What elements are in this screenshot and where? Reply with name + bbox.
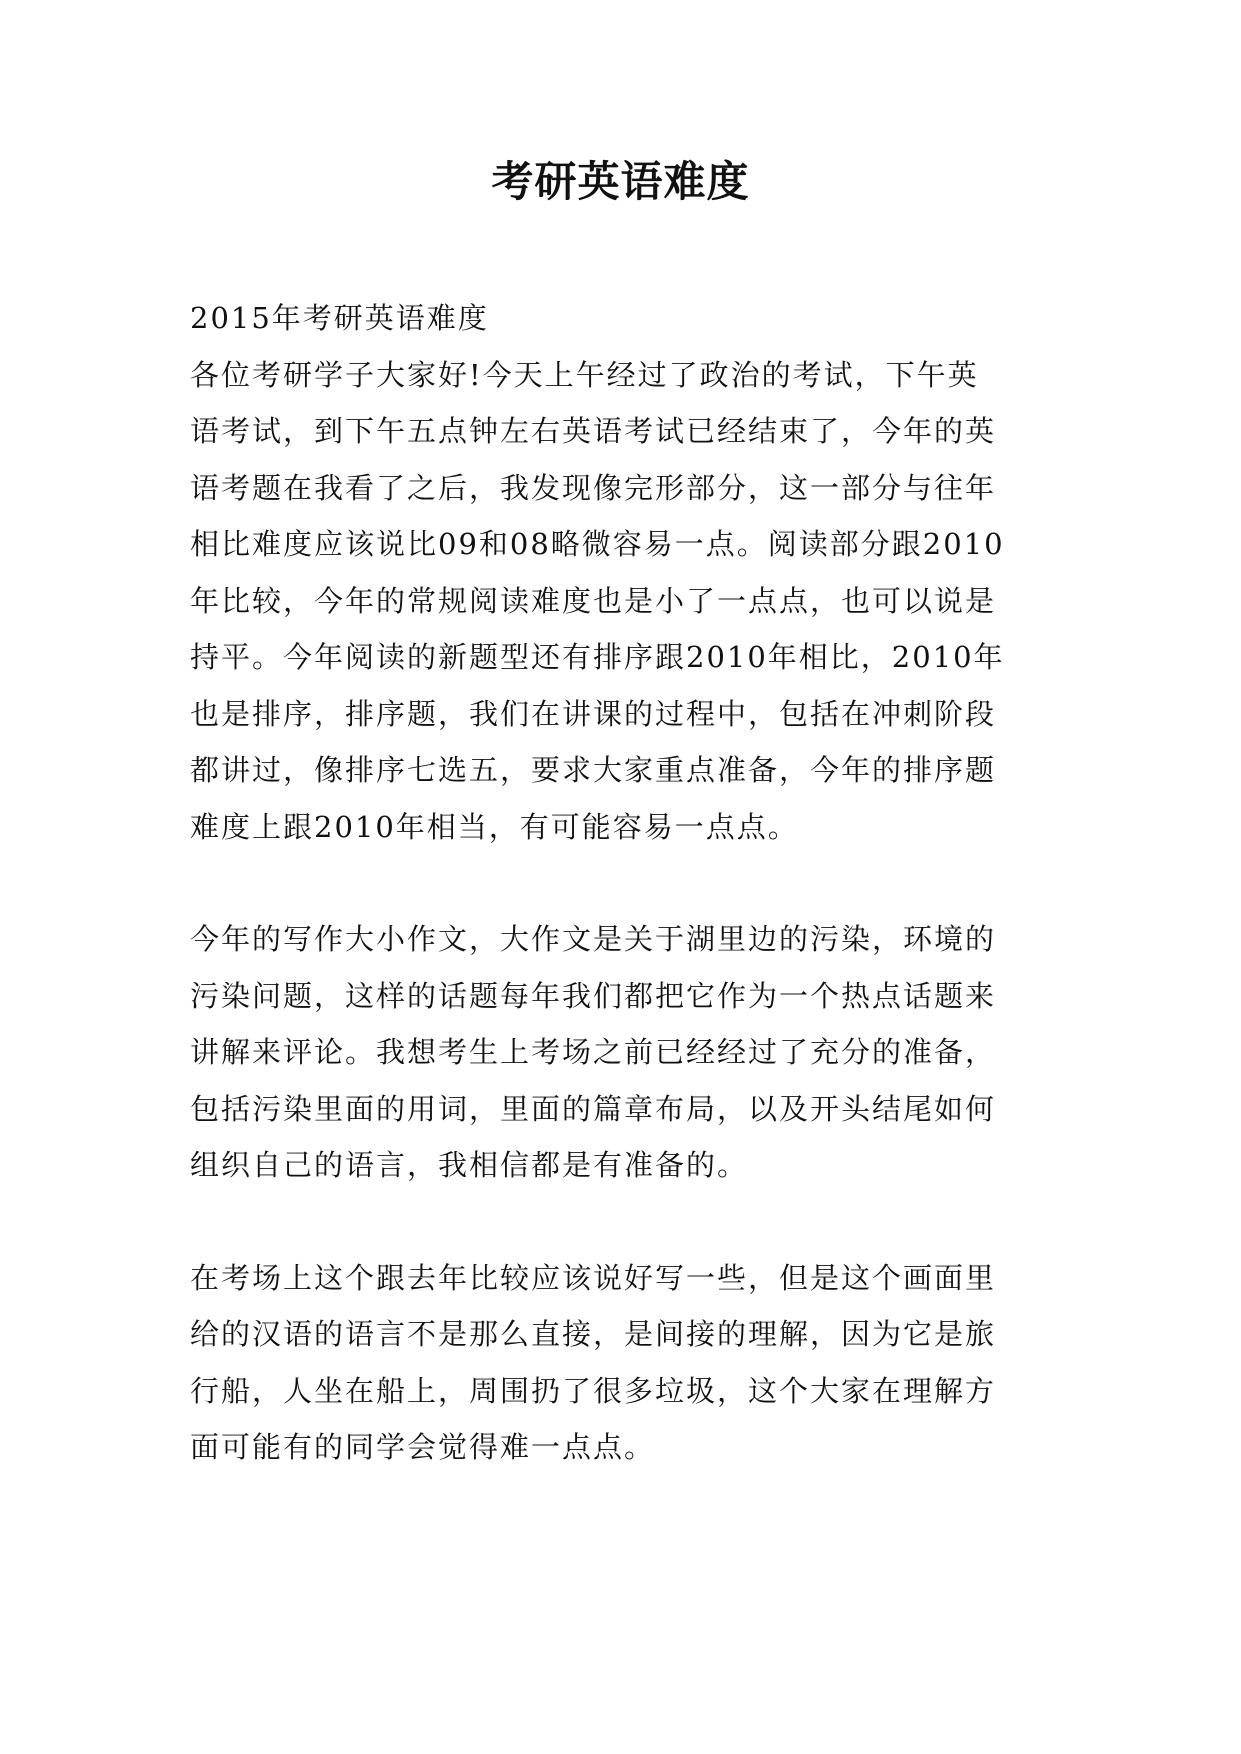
- paragraph-line: 各位考研学子大家好!今天上午经过了政治的考试，下午英: [190, 357, 979, 392]
- paragraph-line: 组织自己的语言，我相信都是有准备的。: [190, 1148, 749, 1182]
- paragraph-line: 污染问题，这样的话题每年我们都把它作为一个热点话题来: [190, 978, 997, 1013]
- paragraph-spacer: [190, 1194, 1070, 1250]
- document-title: 考研英语难度: [491, 157, 750, 206]
- paragraph-line: 难度上跟2010年相当，有可能容易一点点。: [190, 809, 799, 844]
- subtitle-line: [190, 290, 1070, 347]
- paragraph-line: 年比较，今年的常规阅读难度也是小了一点点，也可以说是: [190, 583, 997, 618]
- paragraph-line: 给的汉语的语言不是那么直接，是间接的理解，因为它是旅: [190, 1317, 997, 1351]
- paragraph-1: [190, 347, 1070, 856]
- paragraph-line: 相比难度应该说比09和08略微容易一点。阅读部分跟2010: [190, 527, 1005, 561]
- paragraph-2: [190, 911, 1070, 1194]
- paragraph-line: 今年的写作大小作文，大作文是关于湖里边的污染，环境的: [190, 922, 997, 956]
- paragraph-line: 在考场上这个跟去年比较应该说好写一些，但是这个画面里: [190, 1260, 997, 1295]
- paragraph-line: 行船，人坐在船上，周围扔了很多垃圾，这个大家在理解方: [190, 1373, 997, 1408]
- subtitle-text: 2015年考研英语难度: [190, 301, 489, 335]
- paragraph-line: 讲解来评论。我想考生上考场之前已经经过了充分的准备，: [190, 1035, 997, 1069]
- paragraph-line: 语考题在我看了之后，我发现像完形部分，这一部分与往年: [190, 470, 997, 505]
- paragraph-spacer: [190, 855, 1070, 911]
- paragraph-line: 包括污染里面的用词，里面的篇章布局，以及开头结尾如何: [190, 1091, 997, 1126]
- paragraph-line: 面可能有的同学会觉得难一点点。: [190, 1430, 656, 1464]
- document-body: [190, 290, 1070, 1476]
- paragraph-line: 语考试，到下午五点钟左右英语考试已经结束了，今年的英: [190, 414, 997, 448]
- paragraph-line: 也是排序，排序题，我们在讲课的过程中，包括在冲刺阶段: [190, 696, 997, 731]
- paragraph-3: [190, 1250, 1070, 1476]
- paragraph-line: 都讲过，像排序七选五，要求大家重点准备，今年的排序题: [190, 753, 997, 787]
- paragraph-line: 持平。今年阅读的新题型还有排序跟2010年相比，2010年: [190, 640, 1005, 674]
